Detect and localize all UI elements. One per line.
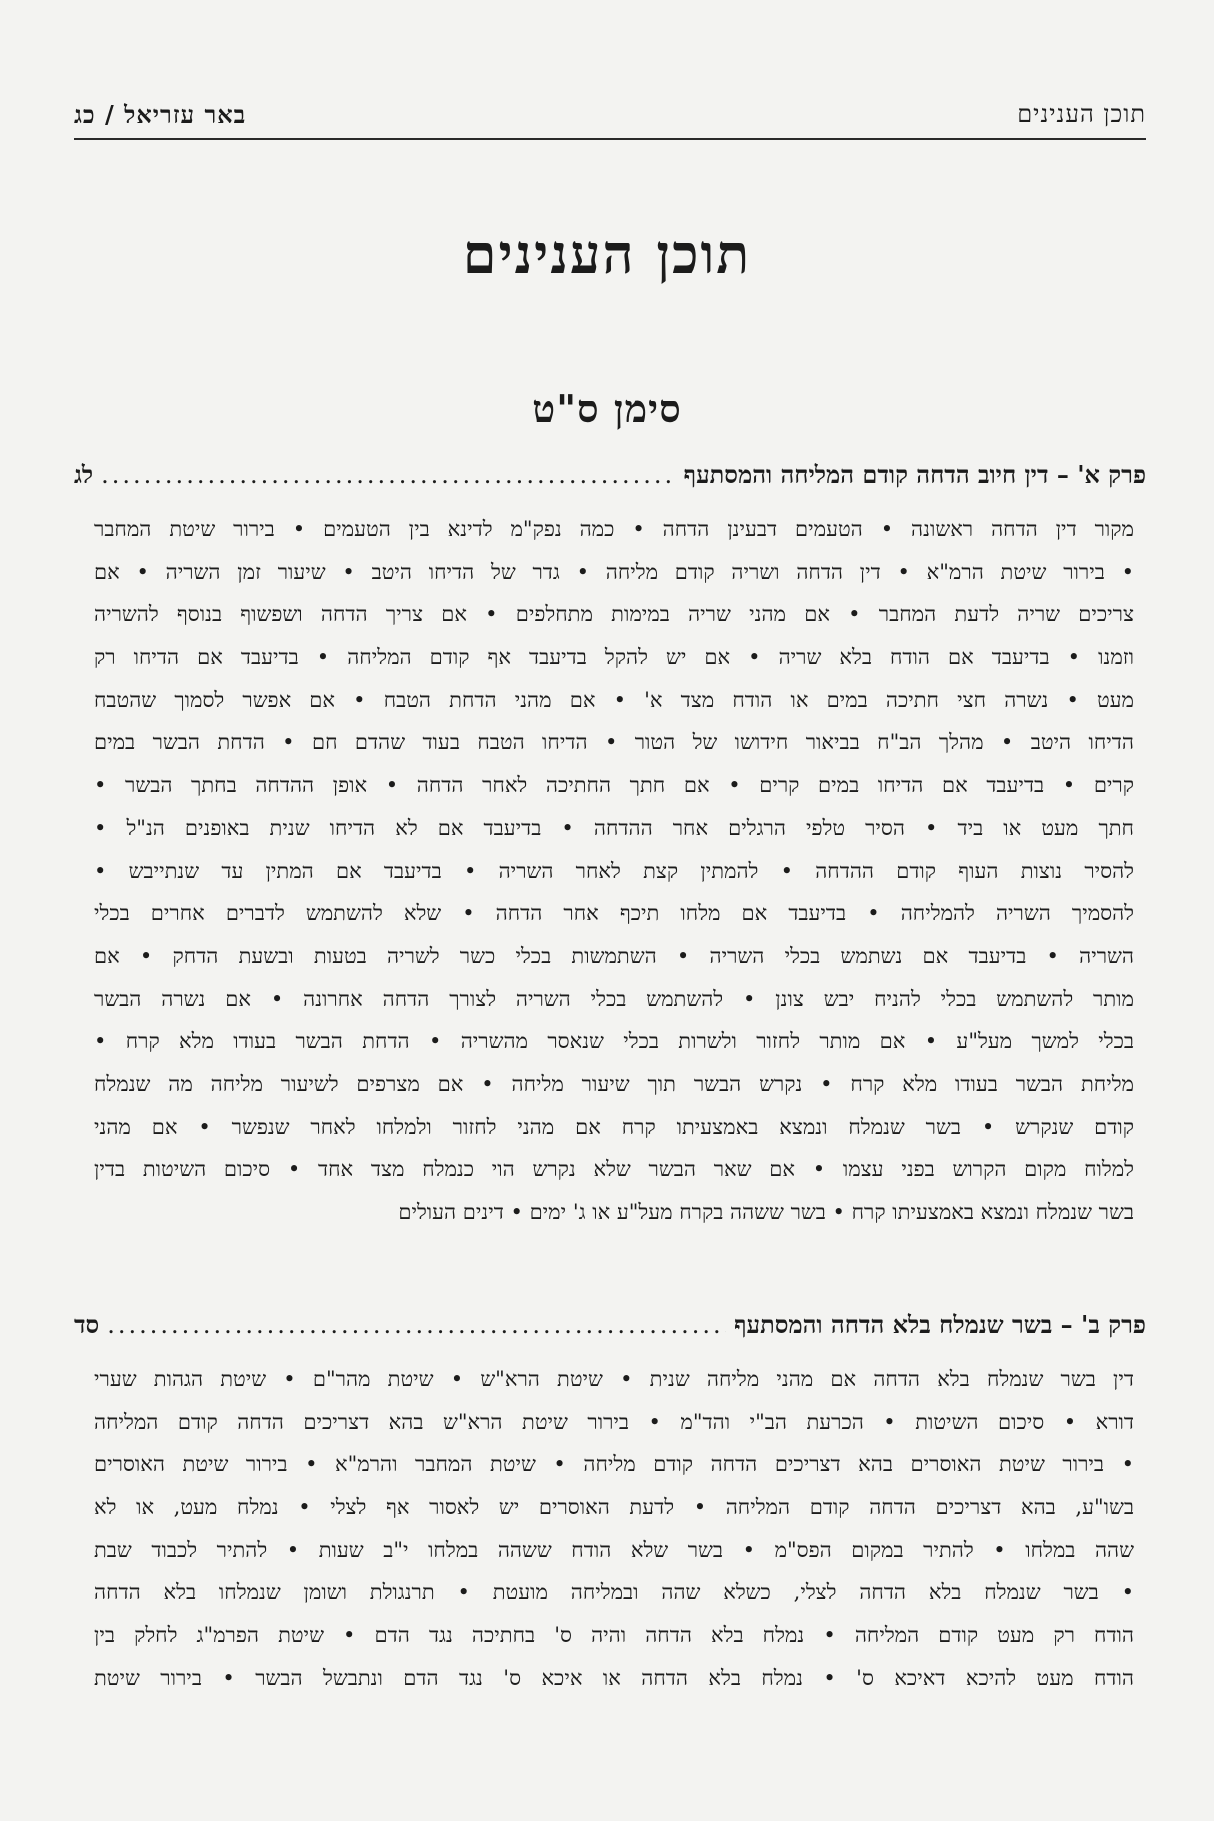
running-header: [74, 100, 1146, 140]
topic-line: • בשר שנמלח בלא הדחה לצלי, כשלא שהה ובמליחה מועטת • תרנגולת ושומן שנמלחו בלא הדחה: [94, 1580, 1134, 1605]
chapter-topics: [74, 1358, 1146, 1700]
topic-line: להסמיך השריה להמליחה • בדיעבד אם מלחו תיכף אחר הדחה • שלא להשתמש לדברים אחרים בכלי: [94, 901, 1134, 926]
topic-line: צריכים שריה לדעת המחבר • אם מהני שריה במימות מתחלפים • אם צריך הדחה ושפשוף בנוסף להשריה: [94, 602, 1134, 627]
topic-line: חתך מעט או ביד • הסיר טלפי הרגלים אחר ההדחה • בדיעבד אם לא הדיחו שנית באופנים הנ"ל •: [94, 815, 1134, 840]
topic-line: קודם שנקרש • בשר שנמלח ונמצא באמצעיתו קרח אם מהני לחזור ולמלחו לאחר שנפשר • אם מהני: [94, 1114, 1134, 1139]
topic-line: בכלי למשך מעל"ע • אם מותר לחזור ולשרות בכלי שנאסר מהשריה • הדחת הבשר בעודו מלא קרח •: [94, 1029, 1134, 1054]
topic-line: הודח מעט להיכא דאיכא ס' • נמלח בלא הדחה או איכא ס' נגד הדם ונתבשל הבשר • בירור שיטת: [94, 1665, 1134, 1690]
chapter-entry: [74, 1310, 1146, 1700]
topic-line: הודח רק מעט קודם המליחה • נמלח בלא הדחה והיה ס' בחתיכה נגד הדם • שיטת הפרמ"ג לחלק בין: [94, 1623, 1134, 1648]
chapter-title: פרק ב' – בשר שנמלח בלא הדחה והמסתעף: [734, 1310, 1146, 1339]
topic-line: בשו"ע, בהא דצריכים הדחה קודם המליחה • לדעת האוסרים יש לאסור אף לצלי • נמלח מעט, או לא: [94, 1495, 1134, 1520]
topic-line: וזמנו • בדיעבד אם הודח בלא שריה • אם יש להקל בדיעבד אף קודם המליחה • בדיעבד אם הדיחו רק: [94, 645, 1134, 670]
chapter-page-number: לג: [74, 460, 94, 489]
topic-line: • בירור שיטת האוסרים בהא דצריכים הדחה קודם מליחה • שיטת המחבר והרמ"א • בירור שיטת האוסרים: [94, 1452, 1134, 1477]
chapter-heading: [74, 1310, 1146, 1346]
topic-line: קרים • בדיעבד אם הדיחו במים קרים • אם חתך החתיכה לאחר הדחה • אופן ההדחה בחתך הבשר •: [94, 773, 1134, 798]
chapter-heading: [74, 460, 1146, 496]
chapter-entry: [74, 460, 1146, 1234]
dot-leader: [107, 1311, 726, 1339]
chapter-page-number: סד: [74, 1310, 100, 1339]
page-title: תוכן הענינים: [462, 222, 752, 286]
running-header-book-and-page: באר עזריאל / כג: [74, 100, 247, 129]
topic-line: הדיחו היטב • מהלך הב"ח בביאור חידושו של הטור • הדיחו הטבח בעוד שהדם חם • הדחת הבשר במים: [94, 730, 1134, 755]
topic-line: דין בשר שנמלח בלא הדחה אם מהני מליחה שנית • שיטת הרא"ש • שיטת מהר"ם • שיטת הגהות שערי: [94, 1367, 1134, 1391]
topic-line: בשר שנמלח ונמצא באמצעיתו קרח • בשר ששהה בקרח מעל"ע או ג' ימים • דינים העולים: [398, 1200, 1134, 1224]
topic-line: שהה במלחו • להתיר במקום הפס"מ • בשר שלא הודח ששהה במלחו י"ב שעות • להתיר לכבוד שבת: [94, 1537, 1134, 1562]
running-header-section-title: תוכן הענינים: [1017, 100, 1146, 128]
dot-leader: [101, 461, 676, 489]
chapter-title: פרק א' – דין חיוב הדחה קודם המליחה והמסתעף: [683, 460, 1146, 489]
topic-line: דורא • סיכום השיטות • הכרעת הב"י והד"מ • בירור שיטת הרא"ש בהא דצריכים הדחה קודם המליחה: [94, 1409, 1134, 1434]
topic-line: מקור דין הדחה ראשונה • הטעמים דבעינן הדחה • כמה נפק"מ לדינא בין הטעמים • בירור שיטת המחבר: [94, 517, 1134, 541]
topic-line: להסיר נוצות העוף קודם ההדחה • להמתין קצת לאחר השריה • בדיעבד אם המתין עד שנתייבש •: [94, 858, 1134, 883]
topic-line: • בירור שיטת הרמ"א • דין הדחה ושריה קודם מליחה • גדר של הדיחו היטב • שיעור זמן השריה • אם: [94, 559, 1134, 584]
topic-line: השריה • בדיעבד אם נשתמש בכלי השריה • השתמשות בכלי כשר לשריה בטעות ובשעת הדחק • אם: [94, 943, 1134, 968]
topic-line: מעט • נשרה חצי חתיכה במים או הודח מצד א' • אם מהני הדחת הטבח • אם אפשר לסמוך שהטבח: [94, 687, 1134, 712]
topic-line: מליחת הבשר בעודו מלא קרח • נקרש הבשר תוך שיעור מליחה • אם מצרפים לשיעור מליחה מה שנמלח: [94, 1071, 1134, 1096]
topic-line: למלוח מקום הקרוש בפני עצמו • אם שאר הבשר שלא נקרש הוי כנמלח מצד אחד • סיכום השיטות בדין: [94, 1157, 1134, 1182]
topic-line: מותר להשתמש בכלי להניח יבש צונן • להשתמש בכלי השריה לצורך הדחה אחרונה • אם נשרה הבשר: [94, 986, 1134, 1011]
chapter-topics: [74, 508, 1146, 1234]
section-heading: סימן ס"ט: [532, 386, 682, 431]
